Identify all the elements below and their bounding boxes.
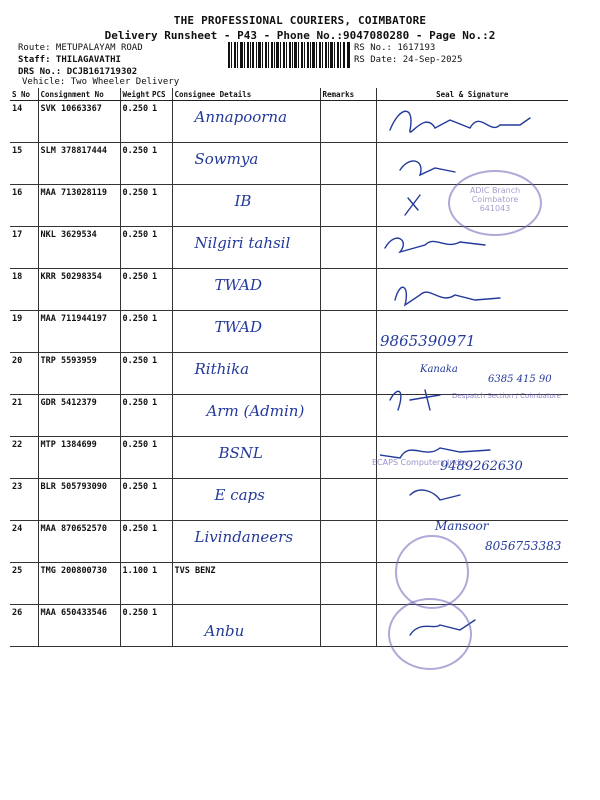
sno-cell: 14 <box>10 101 38 143</box>
handwritten-name: E caps <box>214 486 265 504</box>
consignee-cell <box>172 479 320 521</box>
consignee-cell <box>172 521 320 563</box>
pcs-cell: 1 <box>150 269 172 311</box>
sno-cell: 18 <box>10 269 38 311</box>
col-signature: Seal & Signature <box>376 88 568 101</box>
col-consignment: Consignment No <box>38 88 120 101</box>
consignment-cell: TRP 5593959 <box>38 353 120 395</box>
weight-cell: 1.100 <box>120 563 150 605</box>
pcs-cell: 1 <box>150 143 172 185</box>
col-pcs: PCS <box>150 88 172 101</box>
weight-cell: 0.250 <box>120 143 150 185</box>
consignment-cell: KRR 50298354 <box>38 269 120 311</box>
handwritten-name: TWAD <box>214 276 263 294</box>
consignment-cell: MAA 711944197 <box>38 311 120 353</box>
handwritten-name: Annapoorna <box>194 108 288 126</box>
sno-cell: 23 <box>10 479 38 521</box>
consignment-cell: MAA 713028119 <box>38 185 120 227</box>
consignee-cell <box>172 227 320 269</box>
handwritten-name: Rithika <box>194 360 250 378</box>
pcs-cell: 1 <box>150 563 172 605</box>
sno-cell: 17 <box>10 227 38 269</box>
weight-cell: 0.250 <box>120 521 150 563</box>
remarks-cell <box>320 605 376 647</box>
remarks-cell <box>320 437 376 479</box>
weight-cell: 0.250 <box>120 227 150 269</box>
handwritten-name: Nilgiri tahsil <box>194 234 291 252</box>
pcs-cell: 1 <box>150 521 172 563</box>
pcs-cell: 1 <box>150 479 172 521</box>
consignment-cell: MAA 650433546 <box>38 605 120 647</box>
sno-cell: 24 <box>10 521 38 563</box>
consignment-cell: MAA 870652570 <box>38 521 120 563</box>
weight-cell: 0.250 <box>120 311 150 353</box>
col-weight: Weight <box>120 88 150 101</box>
remarks-cell <box>320 185 376 227</box>
round-seal-icon <box>388 598 472 670</box>
handwritten-name: Arm (Admin) <box>206 402 305 420</box>
consignment-cell: SLM 378817444 <box>38 143 120 185</box>
company-title: THE PROFESSIONAL COURIERS, COIMBATORE <box>173 14 427 27</box>
name-24: Mansoor <box>435 519 489 533</box>
handwritten-name: IB <box>234 192 252 210</box>
col-remarks: Remarks <box>320 88 376 101</box>
sno-cell: 26 <box>10 605 38 647</box>
weight-cell: 0.250 <box>120 353 150 395</box>
despatch-stamp: Despatch Section / Coimbatore <box>452 392 561 400</box>
remarks-cell <box>320 395 376 437</box>
route-label: Route: METUPALAYAM ROAD <box>18 43 143 53</box>
pcs-cell: 1 <box>150 437 172 479</box>
phone-20: 6385 415 90 <box>488 374 552 385</box>
runsheet-subtitle: Delivery Runsheet - P43 - Phone No.:9047080280 - Page No.:2 <box>104 29 496 42</box>
branch-stamp-icon <box>448 170 542 236</box>
weight-cell: 0.250 <box>120 101 150 143</box>
consignment-cell: NKL 3629534 <box>38 227 120 269</box>
consignment-cell: SVK 10663367 <box>38 101 120 143</box>
pcs-cell: 1 <box>150 185 172 227</box>
weight-cell: 0.250 <box>120 479 150 521</box>
handwritten-name: Anbu <box>204 622 245 640</box>
remarks-cell <box>320 563 376 605</box>
vehicle-label: Vehicle: Two Wheeler Delivery <box>22 77 180 87</box>
phone-22: 9489262630 <box>440 459 523 474</box>
rs-date: RS Date: 24-Sep-2025 <box>354 55 463 65</box>
ecaps-stamp: ECAPS Computers India <box>372 458 467 467</box>
weight-cell: 0.250 <box>120 605 150 647</box>
weight-cell: 0.250 <box>120 395 150 437</box>
consignee-cell <box>172 605 320 647</box>
drs-number: DRS No.: DCJB161719302 <box>18 67 138 77</box>
remarks-cell <box>320 227 376 269</box>
consignment-cell: TMG 200800730 <box>38 563 120 605</box>
remarks-cell <box>320 143 376 185</box>
consignee-cell <box>172 185 320 227</box>
consignment-cell: MTP 1384699 <box>38 437 120 479</box>
handwritten-name: Sowmya <box>194 150 259 168</box>
sno-cell: 21 <box>10 395 38 437</box>
pcs-cell: 1 <box>150 311 172 353</box>
consignee-cell <box>172 311 320 353</box>
phone-19: 9865390971 <box>380 332 476 350</box>
sno-cell: 25 <box>10 563 38 605</box>
name-20: Kanaka <box>420 364 458 375</box>
consignee-cell <box>172 269 320 311</box>
consignee-cell <box>172 395 320 437</box>
consignee-cell <box>172 353 320 395</box>
sno-cell: 20 <box>10 353 38 395</box>
sno-cell: 15 <box>10 143 38 185</box>
remarks-cell <box>320 479 376 521</box>
pcs-cell: 1 <box>150 353 172 395</box>
handwritten-name: TWAD <box>214 318 263 336</box>
weight-cell: 0.250 <box>120 185 150 227</box>
pcs-cell: 1 <box>150 227 172 269</box>
phone-24: 8056753383 <box>485 539 562 553</box>
consignee-text: TVS BENZ <box>174 566 216 576</box>
table-header <box>10 88 568 101</box>
barcode-image <box>228 42 350 68</box>
remarks-cell <box>320 311 376 353</box>
sno-cell: 16 <box>10 185 38 227</box>
consignee-cell <box>172 437 320 479</box>
remarks-cell <box>320 521 376 563</box>
staff-label: Staff: THILAGAVATHI <box>18 55 121 65</box>
consignee-cell <box>172 101 320 143</box>
stamp-text: ADIC Branch Coimbatore 641043 <box>469 186 521 213</box>
remarks-cell <box>320 269 376 311</box>
sno-cell: 19 <box>10 311 38 353</box>
consignee-cell <box>172 563 320 605</box>
col-sno: S No <box>10 88 38 101</box>
weight-cell: 0.250 <box>120 437 150 479</box>
sno-cell: 22 <box>10 437 38 479</box>
remarks-cell <box>320 101 376 143</box>
col-consignee: Consignee Details <box>172 88 320 101</box>
consignment-cell: BLR 505793090 <box>38 479 120 521</box>
handwritten-name: Livindaneers <box>194 528 294 546</box>
pcs-cell: 1 <box>150 395 172 437</box>
weight-cell: 0.250 <box>120 269 150 311</box>
consignment-cell: GDR 5412379 <box>38 395 120 437</box>
pcs-cell: 1 <box>150 101 172 143</box>
remarks-cell <box>320 353 376 395</box>
rs-number: RS No.: 1617193 <box>354 43 436 53</box>
consignee-cell <box>172 143 320 185</box>
handwritten-name: BSNL <box>218 444 263 462</box>
pcs-cell: 1 <box>150 605 172 647</box>
